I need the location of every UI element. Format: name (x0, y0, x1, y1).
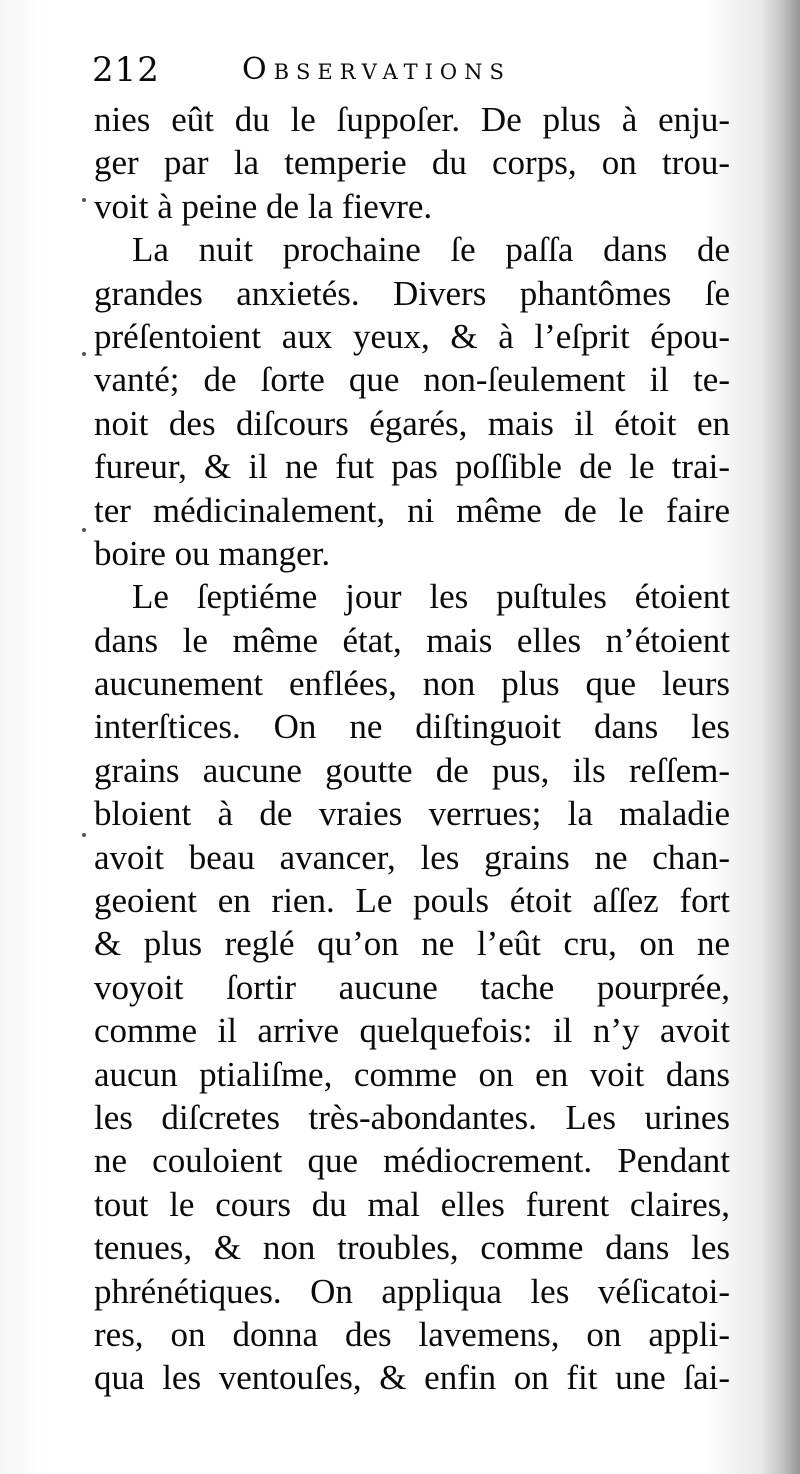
text-line: fureur, & il ne fut pas poſſible de le trai- (94, 447, 730, 487)
text-line: aucun ptialiſme, comme on en voit dans (94, 1054, 730, 1094)
text-line: grandes anxietés. Divers phantômes ſe (94, 273, 730, 313)
running-title: Observations (242, 52, 511, 87)
text-line: phrénétiques. On appliqua les véſicatoi- (94, 1271, 730, 1311)
margin-speck (82, 833, 86, 837)
text-line: comme il arrive quelquefois: il n’y avoit (94, 1011, 730, 1051)
text-line: dans le même état, mais elles n’étoient (94, 620, 730, 660)
text-line: vanté; de ſorte que non-ſeulement il te- (94, 360, 730, 400)
text-line: Le ſeptiéme jour les puſtules étoient (132, 577, 730, 617)
text-line: res, on donna des lavemens, on appli- (94, 1314, 730, 1354)
text-line: tout le cours du mal elles furent claires, (94, 1184, 730, 1224)
text-line: boire ou manger. (94, 533, 331, 573)
text-line: grains aucune goutte de pus, ils reſſem- (94, 750, 730, 790)
margin-speck (82, 198, 86, 202)
text-line: bloient à de vraies verrues; la maladie (94, 794, 730, 834)
text-line: geoient en rien. Le pouls étoit aſſez fort (94, 881, 730, 921)
text-line: ger par la temperie du corps, on trou- (94, 143, 730, 183)
text-line: qua les ventouſes, & enfin on fit une ſai- (94, 1358, 730, 1398)
margin-speck (82, 352, 86, 356)
text-line: voyoit ſortir aucune tache pourprée, (94, 967, 730, 1007)
text-line: noit des diſcours égarés, mais il étoit en (94, 403, 730, 443)
text-line: ne couloient que médiocrement. Pendant (94, 1141, 730, 1181)
text-line: & plus reglé qu’on ne l’eût cru, on ne (94, 924, 730, 964)
text-line: La nuit prochaine ſe paſſa dans de (132, 230, 730, 270)
margin-speck (82, 528, 86, 532)
text-line: ter médicinalement, ni même de le faire (94, 490, 730, 530)
page-number: 212 (92, 50, 160, 90)
text-line: préſentoient aux yeux, & à l’eſprit épou- (94, 316, 730, 356)
text-line: interſtices. On ne diſtinguoit dans les (94, 707, 730, 747)
text-line: nies eût du le ſuppoſer. De plus à enju- (94, 100, 730, 139)
text-line: voit à peine de la fievre. (94, 186, 433, 226)
text-line: aucunement enflées, non plus que leurs (94, 664, 730, 704)
text-line: avoit beau avancer, les grains ne chan- (94, 837, 730, 877)
text-line: tenues, & non troubles, comme dans les (94, 1228, 730, 1268)
body-text (94, 98, 730, 1400)
text-line: les diſcretes très-abondantes. Les urines (94, 1097, 730, 1137)
page-header (92, 45, 692, 95)
page-edge-shadow (760, 0, 800, 1474)
